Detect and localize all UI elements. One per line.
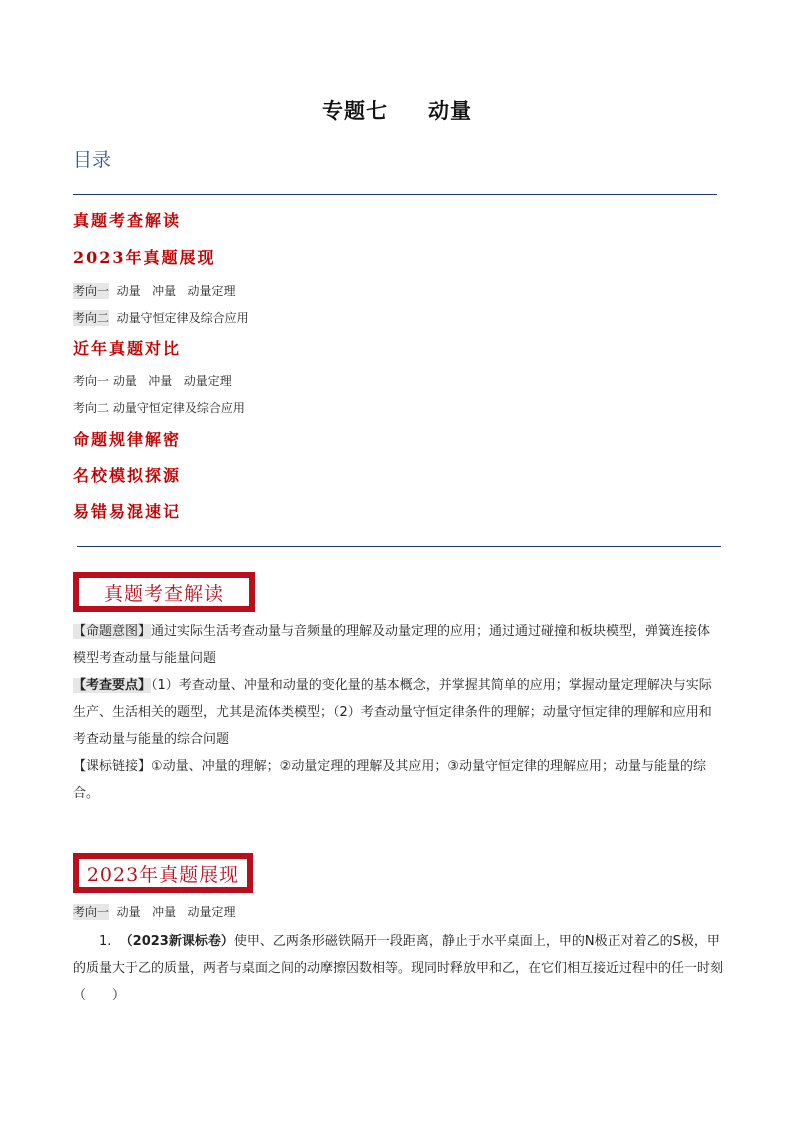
- banner-label: 2023年真题展现: [78, 858, 248, 888]
- toc-heading: 目录: [73, 149, 112, 171]
- toc-link-school-simulation[interactable]: 名校模拟探源: [73, 466, 182, 485]
- intent-text: 通过实际生活考查动量与音频量的理解及动量定理的应用；通过通过碰撞和板块模型，弹簧连接体模型考查动量与能量问题: [73, 624, 711, 666]
- question-1: [73, 928, 723, 1009]
- toc-top-rule: [73, 194, 717, 195]
- toc-link-2023-topic-2[interactable]: [73, 309, 249, 326]
- paragraph-intent: [73, 618, 723, 672]
- toc-tag: 考向二: [73, 311, 110, 325]
- toc-item-text: 动量 冲量 动量定理: [109, 374, 232, 388]
- points-label: 【考查要点】: [73, 678, 152, 693]
- toc-link-2023-questions[interactable]: 2023年真题展现: [73, 248, 216, 267]
- standard-text: ①动量、冲量的理解；②动量定理的理解及其应用；③动量守恒定律的理解应用；动量与能量的综合。: [73, 759, 706, 801]
- section-banner-2023-questions: [73, 853, 253, 893]
- toc-link-recent-topic-2[interactable]: [73, 399, 245, 416]
- page-title: [0, 95, 794, 125]
- toc-link-recent-topic-1[interactable]: [73, 372, 232, 389]
- title-part-2: 动量: [428, 99, 472, 123]
- toc-link-2023-topic-1[interactable]: [73, 282, 236, 299]
- toc-item-text: 动量守恒定律及综合应用: [109, 401, 245, 415]
- points-text: （1）考查动量、冲量和动量的变化量的基本概念，并掌握其简单的应用；掌握动量定理解决与实际生产、生活相关的题型，尤其是流体类模型；（2）考查动量守恒定律条件的理解；动量守恒定律的理解和应用和考查动量与能量的综合问题: [73, 678, 712, 747]
- standard-label: 【课标链接】: [73, 759, 152, 774]
- banner-label: 真题考查解读: [78, 577, 250, 607]
- toc-item-text: 动量 冲量 动量定理: [109, 284, 236, 298]
- toc-link-recent-comparison[interactable]: 近年真题对比: [73, 339, 182, 358]
- toc-link-exam-analysis[interactable]: 真题考查解读: [73, 211, 182, 230]
- paragraph-standard: [73, 753, 723, 807]
- toc-link-pattern-decode[interactable]: 命题规律解密: [73, 430, 182, 449]
- question-source: （2023新课标卷）: [119, 934, 234, 949]
- topic-tag: 考向一: [73, 905, 110, 919]
- toc-tag: 考向二: [73, 401, 110, 415]
- toc-link-error-notes[interactable]: 易错易混速记: [73, 502, 182, 521]
- intent-label: 【命题意图】: [73, 624, 152, 639]
- section-banner-exam-analysis: [73, 572, 255, 612]
- toc-item-text: 动量守恒定律及综合应用: [109, 311, 249, 325]
- question-text: 使甲、乙两条形磁铁隔开一段距离，静止于水平桌面上，甲的N极正对着乙的S极，甲的质量大于乙的质量，两者与桌面之间的动摩擦因数相等。现同时释放甲和乙，在它们相互接近过程中的任一时刻（ ）: [73, 934, 724, 1003]
- topic-tag-line: [73, 903, 236, 920]
- toc-tag: 考向一: [73, 374, 110, 388]
- paragraph-points: [73, 672, 723, 753]
- title-part-1: 专题七: [322, 99, 388, 123]
- toc-bottom-rule: [77, 546, 721, 547]
- toc-tag: 考向一: [73, 284, 110, 298]
- question-number: 1.: [99, 934, 112, 949]
- topic-text: 动量 冲量 动量定理: [109, 905, 236, 919]
